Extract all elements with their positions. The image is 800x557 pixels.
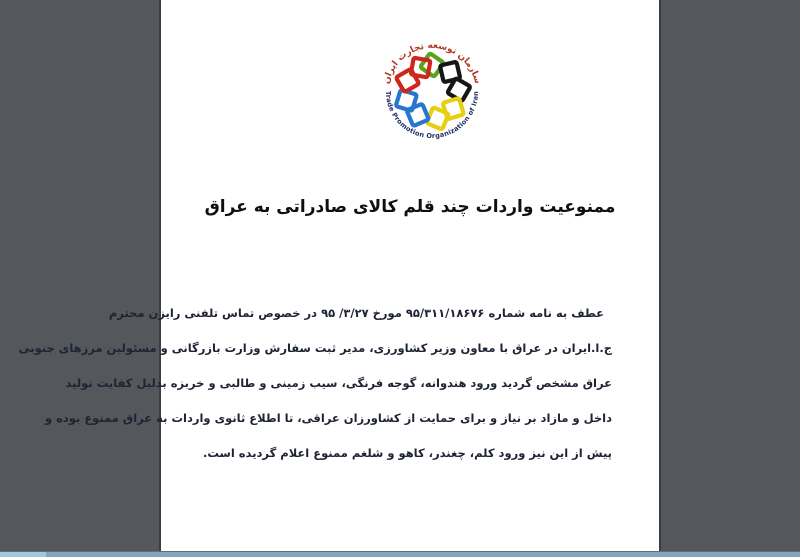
logo-english-arc-text: Trade Promotion Organization of Iran xyxy=(383,90,481,141)
letter-line: عطف به نامه شماره ۹۵/۳۱۱/۱۸۶۷۶ مورخ ۳/۲۷/ ۹۵ در خصوص تماس تلفنی رایزن محترم xyxy=(108,306,604,320)
logo-petal xyxy=(407,104,429,126)
logo-petal xyxy=(396,69,419,92)
letter-line: پیش از این نیز ورود کلم، چغندر، کاهو و شلغم ممنوع اعلام گردیده است. xyxy=(202,446,612,460)
letter-body xyxy=(18,296,612,471)
window-bottom-edge xyxy=(0,551,800,557)
letter-line: ج.ا.ایران در عراق با معاون وزیر کشاورزی، مدیر ثبت سفارش وزارت بازرگانی و مسئولین مرزهای جنوبی xyxy=(18,341,612,355)
letter-line: داخل و مازاد بر نیاز و برای حمایت از کشاورزان عراقی، تا اطلاع ثانوی واردات به عراق ممنوع بوده و xyxy=(44,411,612,425)
logo-petals xyxy=(396,53,471,129)
letter-title: ممنوعیت واردات چند قلم کالای صادراتی به عراق xyxy=(204,197,616,217)
document-page xyxy=(18,0,659,551)
letter-line: عراق مشخص گردید ورود هندوانه، گوجه فرنگی، سیب زمینی و طالبی و خربزه بدلیل کفایت تولید xyxy=(65,376,612,390)
tpo-logo xyxy=(377,37,487,147)
window-bottom-edge-highlight xyxy=(0,552,46,557)
logo-persian-arc-text: سازمان توسعه تجارت ایران xyxy=(381,40,483,86)
